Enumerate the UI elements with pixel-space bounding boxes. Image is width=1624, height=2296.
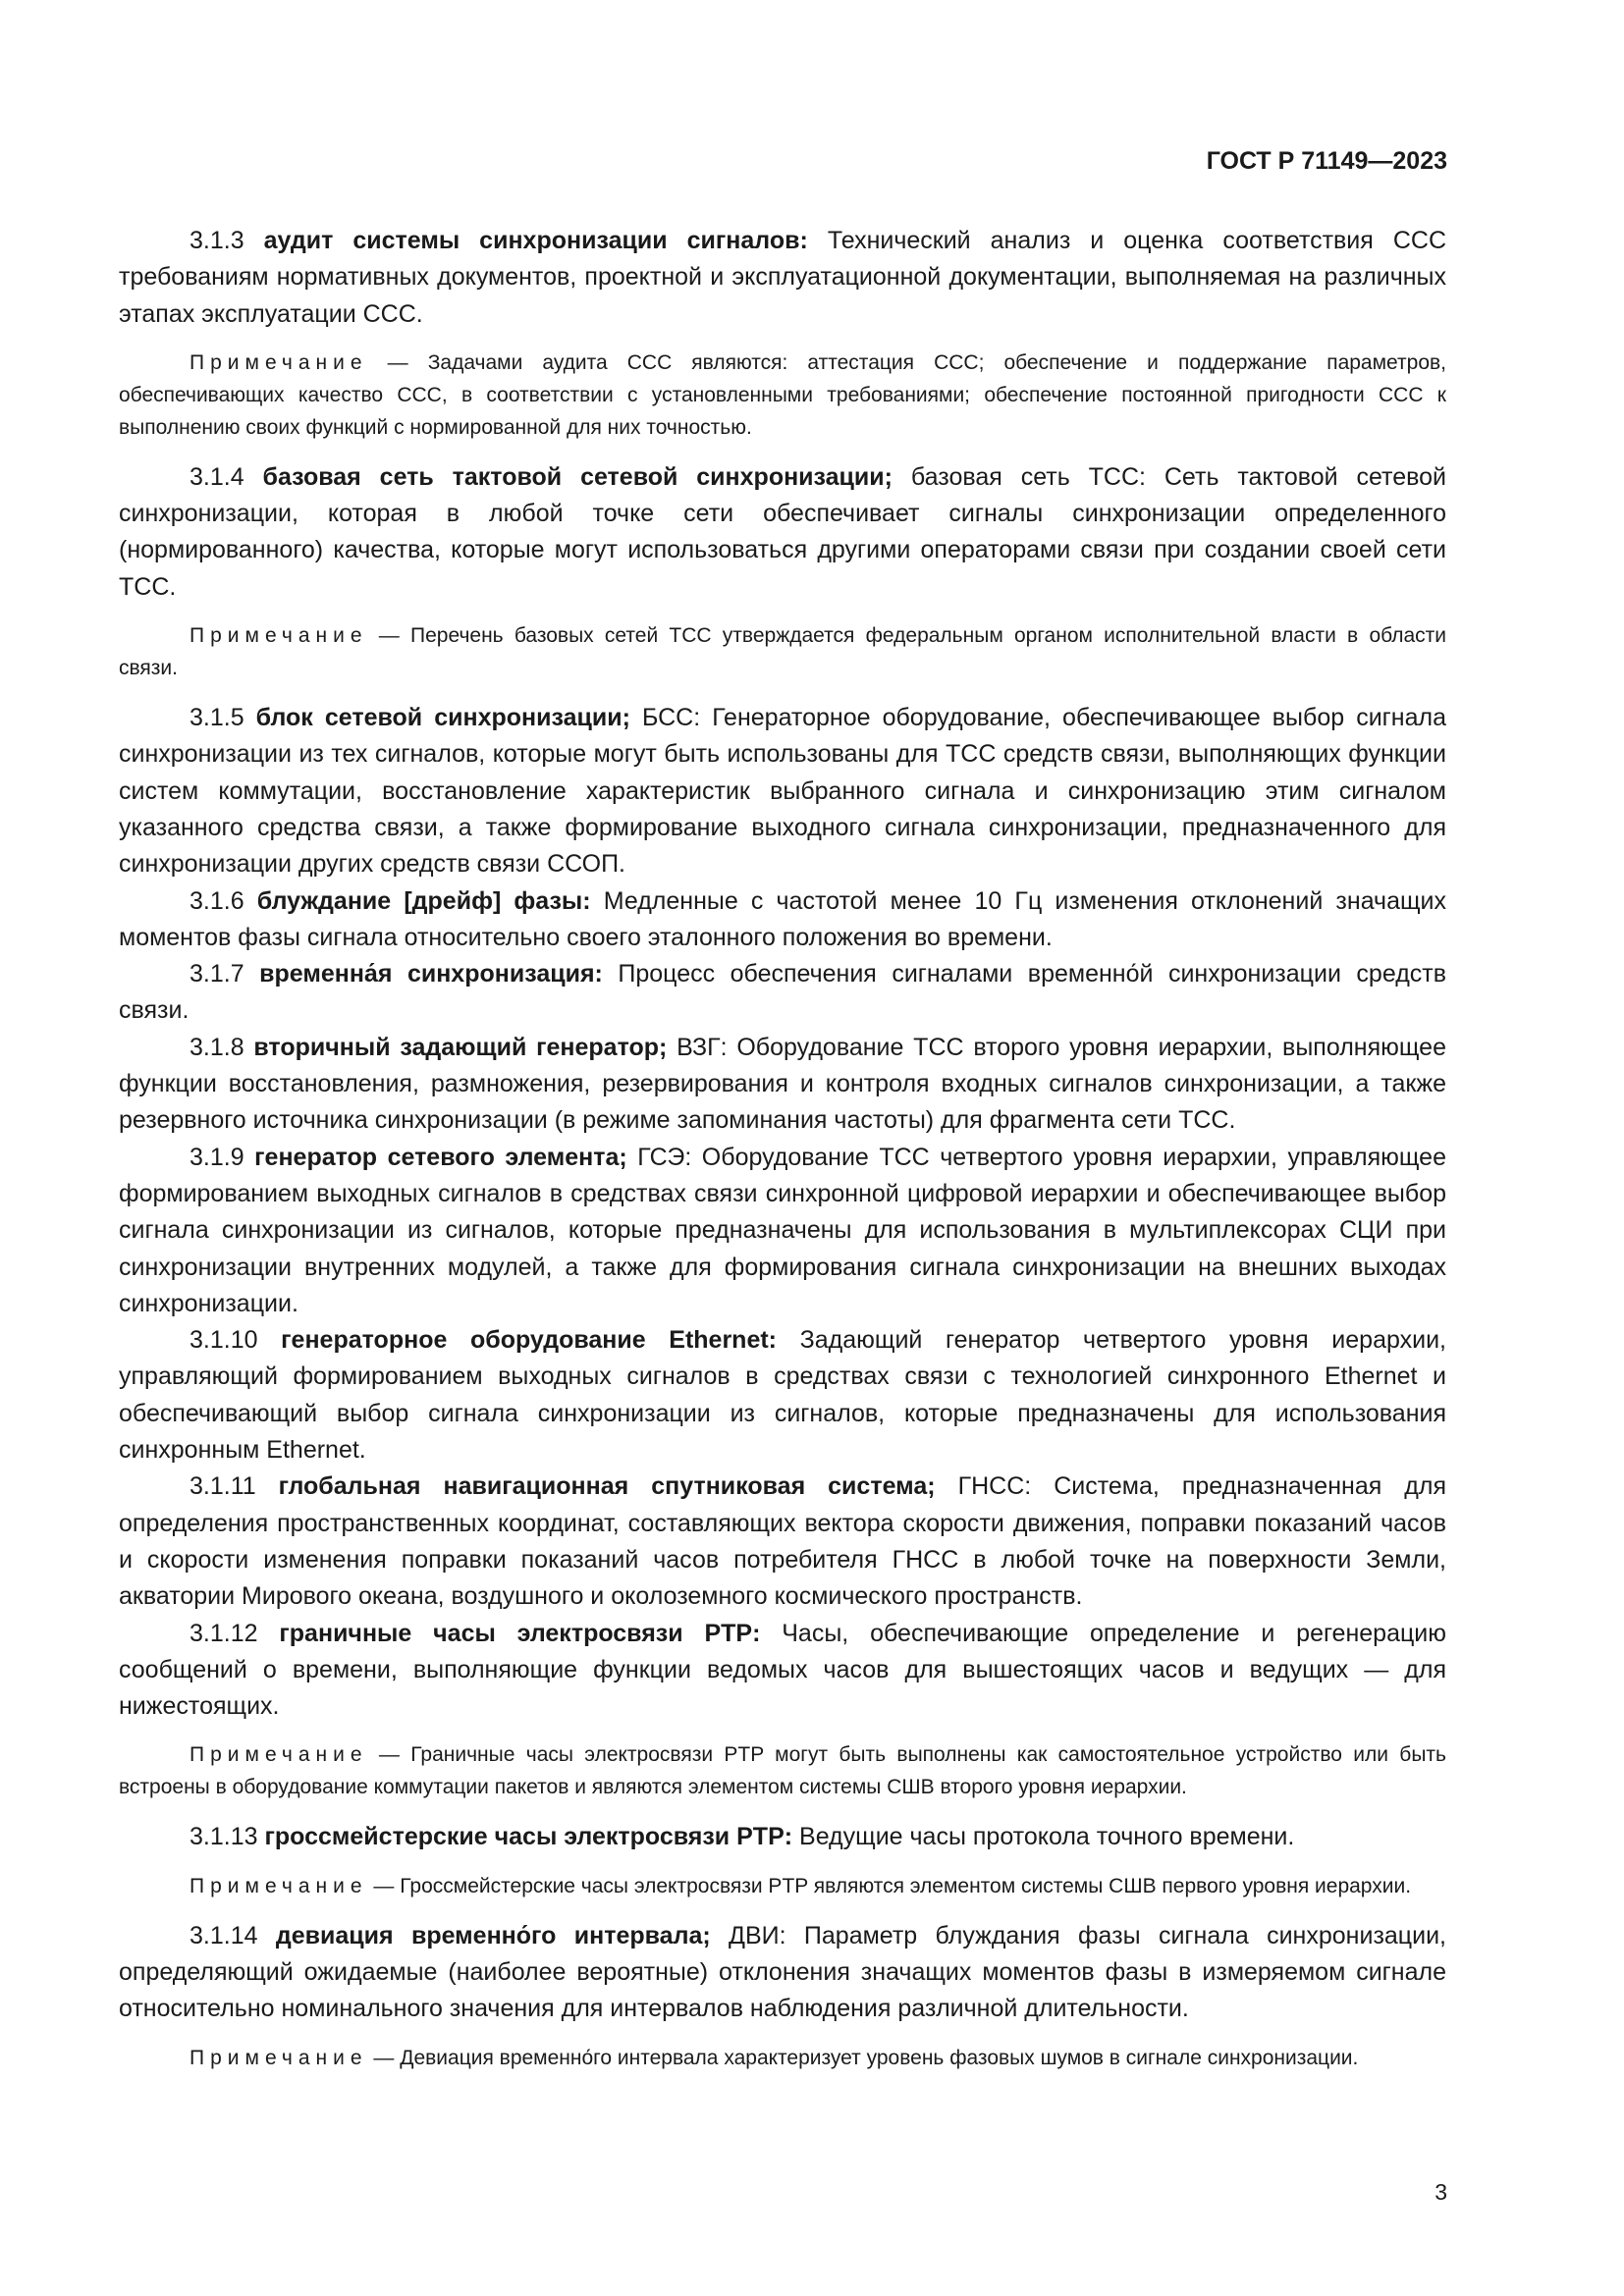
term-definition — [119, 1819, 1446, 1855]
term-text: Технический анализ и оценка соответствия ССС требованиям нормативных документов, проектной и эксплуатационной документации, выполняемая на различных этапах эксплуатации ССС. — [119, 227, 1446, 328]
term-text: Ведущие часы протокола точного времени. — [799, 1823, 1295, 1851]
note-label: Примечание — [189, 1874, 368, 1897]
term-title: гроссмейстерские часы электросвязи PTP: — [264, 1823, 793, 1851]
term-definition — [119, 883, 1446, 957]
note-text: — Задачами аудита ССС являются: аттестация ССС; обеспечение и поддержание параметров, обеспечивающих качество ССС, в соответствии с установленными требованиями; обеспечение постоянной пригодности ССС к выполнению своих функций с нормированной для них точностью. — [119, 350, 1446, 439]
term-title: девиация временно́го интервала; — [275, 1921, 711, 1949]
term-title: временна́я синхронизация: — [259, 960, 603, 988]
term-number: 3.1.4 — [189, 462, 244, 491]
term-definition — [119, 223, 1446, 333]
term-number: 3.1.6 — [189, 886, 244, 915]
note — [119, 347, 1446, 444]
note-text: — Гроссмейстерские часы электросвязи PTP являются элементом системы СШВ первого уровня иерархии. — [373, 1874, 1412, 1897]
term-number: 3.1.14 — [189, 1921, 258, 1949]
note-label: Примечание — [189, 1743, 368, 1767]
term-text: Задающий генератор четвертого уровня иерархии, управляющий формированием выходных сигналов в средствах связи с технологией синхронного Ethernet и обеспечивающий выбор сигнала синхронизации из сигналов, которые предназначены для использования синхронным Ethernet. — [119, 1326, 1446, 1465]
term-number: 3.1.10 — [189, 1326, 258, 1355]
term-text: ДВИ: Параметр блуждания фазы сигнала синхронизации, определяющий ожидаемые (наиболее вероятные) отклонения значащих моментов фазы в измеряемом сигнале относительно номинального значения для интервалов наблюдения различной длительности. — [119, 1921, 1447, 2023]
term-definition — [119, 700, 1446, 882]
term-definition — [119, 1468, 1446, 1615]
term-title: генератор сетевого элемента; — [254, 1143, 627, 1171]
term-definition — [119, 1322, 1446, 1468]
term-definition — [119, 956, 1446, 1030]
term-definition — [119, 1030, 1446, 1140]
term-definition — [119, 1140, 1446, 1322]
term-text: ВЗГ: Оборудование ТСС второго уровня иерархии, выполняющее функции восстановления, размножения, резервирования и контроля входных сигналов синхронизации, а также резервного источника синхронизации (в режиме запоминания частоты) для фрагмента сети ТСС. — [119, 1033, 1446, 1135]
term-title: глобальная навигационная спутниковая система; — [278, 1472, 936, 1501]
term-number: 3.1.12 — [189, 1619, 258, 1647]
note-text: — Граничные часы электросвязи PTP могут быть выполнены как самостоятельное устройство или быть встроены в оборудование коммутации пакетов и являются элементом системы СШВ второго уровня иерархии. — [119, 1743, 1446, 1799]
term-number: 3.1.13 — [189, 1823, 258, 1851]
note-label: Примечание — [189, 624, 368, 648]
term-title: граничные часы электросвязи PTP: — [279, 1619, 761, 1647]
term-text: Медленные с частотой менее 10 Гц изменения отклонений значащих моментов фазы сигнала относительно своего эталонного положения во времени. — [119, 886, 1447, 951]
term-text: Процесс обеспечения сигналами временно́й синхронизации средств связи. — [119, 960, 1447, 1025]
term-definition — [119, 1918, 1446, 2028]
note-text: — Перечень базовых сетей ТСС утверждается федеральным органом исполнительной власти в области связи. — [119, 624, 1446, 680]
term-number: 3.1.7 — [189, 960, 244, 988]
term-title: блок сетевой синхронизации; — [255, 704, 630, 732]
note-label: Примечание — [189, 350, 368, 374]
term-number: 3.1.9 — [189, 1143, 244, 1171]
standard-id-header: ГОСТ Р 71149—2023 — [1206, 147, 1447, 175]
term-title: базовая сеть тактовой сетевой синхронизации; — [262, 462, 893, 491]
page-number: 3 — [1435, 2179, 1447, 2205]
term-text: ГНСС: Система, предназначенная для определения пространственных координат, составляющих вектора скорости движения, поправки показаний часов и скорости изменения поправки показаний часов потребителя ГНСС в любой точке на поверхности Земли, акватории Мирового океана, воздушного и околоземного космического пространств. — [119, 1472, 1446, 1611]
note-text: — Девиация временно́го интервала характеризует уровень фазовых шумов в сигнале синхронизации. — [373, 2046, 1359, 2069]
note — [119, 619, 1446, 684]
term-text: Часы, обеспечивающие определение и регенерацию сообщений о времени, выполняющие функции ведомых часов для вышестоящих часов и ведущих — для нижестоящих. — [119, 1619, 1447, 1721]
term-text: БСС: Генераторное оборудование, обеспечивающее выбор сигнала синхронизации из тех сигналов, которые могут быть использованы для ТСС средств связи, выполняющих функции систем коммутации, восстановление характеристик выбранного сигнала и синхронизацию этим сигналом указанного средства связи, а также формирование выходного сигнала синхронизации, предназначенного для синхронизации других средств связи ССОП. — [119, 704, 1446, 879]
note — [119, 1738, 1446, 1803]
note — [119, 2042, 1446, 2074]
note-label: Примечание — [189, 2046, 368, 2069]
term-number: 3.1.3 — [189, 227, 244, 254]
term-title: генераторное оборудование Ethernet: — [281, 1326, 778, 1355]
term-title: аудит системы синхронизации сигналов: — [263, 227, 808, 254]
term-number: 3.1.5 — [189, 704, 244, 732]
term-number: 3.1.8 — [189, 1033, 244, 1061]
term-title: блуждание [дрейф] фазы: — [256, 886, 591, 915]
term-definition — [119, 459, 1446, 606]
term-text: ГСЭ: Оборудование ТСС четвертого уровня иерархии, управляющее формированием выходных сигналов в средствах связи синхронной цифровой иерархии и обеспечивающее выбор сигнала синхронизации из сигналов, которые предназначены для использования в мультиплексорах СЦИ при синхронизации внутренних модулей, а также для формирования сигнала синхронизации на внешних выходах синхронизации. — [119, 1143, 1446, 1317]
term-definition — [119, 1616, 1446, 1726]
document-body — [119, 223, 1446, 2090]
note — [119, 1870, 1446, 1902]
term-text: базовая сеть ТСС: Сеть тактовой сетевой синхронизации, которая в любой точке сети обеспечивает сигналы синхронизации определенного (нормированного) качества, которые могут использоваться другими операторами связи при создании своей сети ТСС. — [119, 462, 1447, 601]
term-number: 3.1.11 — [189, 1472, 256, 1501]
term-title: вторичный задающий генератор; — [253, 1033, 668, 1061]
